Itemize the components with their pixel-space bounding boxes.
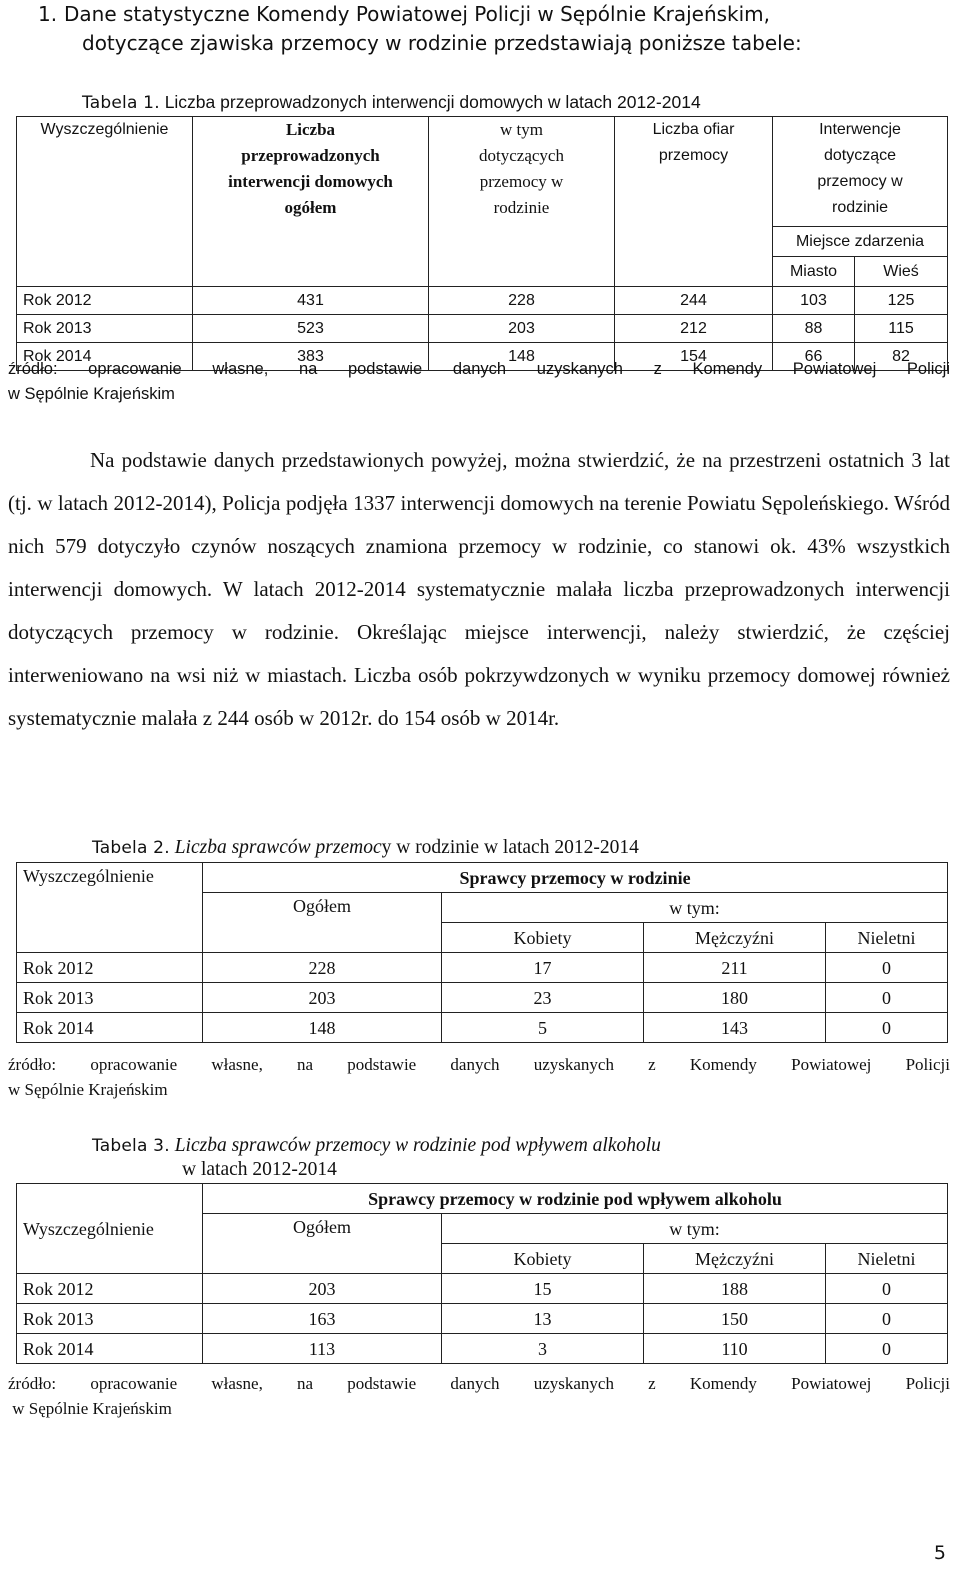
t2-header-women: Kobiety [442, 923, 644, 953]
table3-source-line-2: w Sępólnie Krajeńskim [8, 1399, 172, 1418]
t1-cell-city: 88 [773, 315, 855, 343]
t2-header-total: Ogółem [203, 893, 442, 953]
table2-source-line-2: w Sępólnie Krajeńskim [8, 1080, 168, 1099]
t1-cell-total: 383 [193, 343, 429, 371]
t3-header-men: Mężczyźni [644, 1244, 826, 1274]
t1-cell-violence: 228 [429, 287, 615, 315]
t3-cell-total: 113 [203, 1334, 442, 1364]
t2-header-specification: Wyszczególnienie [17, 863, 203, 953]
table2-caption-rest: y w rodzinie w latach 2012-2014 [381, 837, 639, 858]
t1-row-label: Rok 2012 [17, 287, 193, 315]
t1-header-domestic-violence: w tym dotyczących przemocy w rodzinie [429, 117, 615, 287]
t3-cell-women: 15 [442, 1274, 644, 1304]
t1-cell-victims: 244 [615, 287, 773, 315]
table1-caption-label: Tabela 1. [82, 93, 160, 113]
t1-header-village: Wieś [855, 257, 948, 287]
t1-cell-city: 103 [773, 287, 855, 315]
t1-cell-total: 431 [193, 287, 429, 315]
table1-caption [82, 90, 701, 115]
t1-header-city: Miasto [773, 257, 855, 287]
section-heading [20, 0, 950, 58]
table3-source [8, 1371, 950, 1421]
t1-header-place: Miejsce zdarzenia [773, 227, 948, 257]
table2-caption [92, 836, 639, 860]
t1-header-victims: Liczba ofiar przemocy [615, 117, 773, 287]
t1-cell-village: 82 [855, 343, 948, 371]
t1-cell-village: 125 [855, 287, 948, 315]
t2-cell-minors: 0 [826, 983, 948, 1013]
t3-header-specification: Wyszczególnienie [17, 1184, 203, 1274]
t3-header-total: Ogółem [203, 1214, 442, 1274]
t3-row-label: Rok 2014 [17, 1334, 203, 1364]
t3-cell-men: 188 [644, 1274, 826, 1304]
table-row [17, 287, 948, 315]
t1-cell-victims: 154 [615, 343, 773, 371]
t1-cell-city: 66 [773, 343, 855, 371]
table3-caption-line-2: w latach 2012-2014 [182, 1159, 337, 1180]
table2-source [8, 1052, 950, 1102]
table2-source-line-1: źródło: opracowanie własne, na podstawie danych uzyskanych z Komendy Powiatowej Policji [8, 1055, 950, 1074]
table3-caption-label: Tabela 3. [92, 1136, 170, 1156]
t2-cell-minors: 0 [826, 1013, 948, 1043]
t1-row-label: Rok 2013 [17, 315, 193, 343]
table-row [17, 315, 948, 343]
page-number: 5 [933, 1542, 946, 1564]
t3-cell-minors: 0 [826, 1334, 948, 1364]
heading-number: 1. [38, 2, 58, 26]
heading-line-2: dotyczące zjawiska przemocy w rodzinie przedstawiają poniższe tabele: [82, 31, 802, 55]
t1-cell-total: 523 [193, 315, 429, 343]
table2-caption-italic: Liczba sprawców przemoc [174, 837, 382, 858]
t2-cell-men: 180 [644, 983, 826, 1013]
table-row [17, 1334, 948, 1364]
table3-caption-italic: Liczba sprawców przemocy w rodzinie pod wpływem alkoholu [174, 1135, 661, 1156]
t3-header-of-which: w tym: [442, 1214, 948, 1244]
t2-cell-total: 228 [203, 953, 442, 983]
t2-cell-women: 5 [442, 1013, 644, 1043]
t2-cell-men: 143 [644, 1013, 826, 1043]
t2-cell-women: 17 [442, 953, 644, 983]
heading-line-1: Dane statystyczne Komendy Powiatowej Policji w Sępólnie Krajeńskim, [64, 2, 771, 26]
t2-cell-total: 203 [203, 983, 442, 1013]
table1-source-line-1: źródło: opracowanie własne, na podstawie danych uzyskanych z Komendy Powiatowej Policji [8, 360, 950, 378]
t1-cell-violence: 148 [429, 343, 615, 371]
t3-cell-total: 203 [203, 1274, 442, 1304]
table3-caption [92, 1134, 661, 1158]
table1-caption-text: Liczba przeprowadzonych interwencji domowych w latach 2012-2014 [164, 92, 701, 112]
table-row [17, 1274, 948, 1304]
t1-header-total-interventions: Liczba przeprowadzonych interwencji domowych ogółem [193, 117, 429, 287]
t3-row-label: Rok 2012 [17, 1274, 203, 1304]
summary-paragraph-text: Na podstawie danych przedstawionych powyżej, można stwierdzić, że na przestrzeni ostatnich 3 lat (tj. w latach 2012-2014), Policja podjęła 1337 interwencji domowych na terenie Powiatu Sępoleńskiego. Wśród nich 579 dotyczyło czynów noszących znamiona przemocy w rodzinie, co stanowi ok. 43% wszystkich interwencji domowych. W latach 2012-2014 systematycznie malała liczba przeprowadzonych interwencji dotyczących przemocy w rodzinie. Określając miejsce interwencji, należy stwierdzić, że częściej interweniowano na wsi niż w miastach. Liczba osób pokrzywdzonych w wyniku przemocy domowej również systematycznie malała z 244 osób w 2012r. do 154 osób w 2014r. [8, 448, 950, 730]
t2-header-men: Mężczyźni [644, 923, 826, 953]
t3-cell-men: 150 [644, 1304, 826, 1334]
t3-cell-minors: 0 [826, 1274, 948, 1304]
t3-cell-men: 110 [644, 1334, 826, 1364]
table1-source-line-2: w Sępólnie Krajeńskim [8, 385, 175, 403]
t2-cell-total: 148 [203, 1013, 442, 1043]
t3-cell-women: 3 [442, 1334, 644, 1364]
table-row [17, 983, 948, 1013]
t2-header-group: Sprawcy przemocy w rodzinie [203, 863, 948, 893]
table3-source-line-1: źródło: opracowanie własne, na podstawie danych uzyskanych z Komendy Powiatowej Policji [8, 1374, 950, 1393]
t2-header-minors: Nieletni [826, 923, 948, 953]
table1-source [8, 357, 950, 407]
t3-header-women: Kobiety [442, 1244, 644, 1274]
table-row [17, 1304, 948, 1334]
t3-cell-women: 13 [442, 1304, 644, 1334]
t2-row-label: Rok 2013 [17, 983, 203, 1013]
t1-header-specification: Wyszczególnienie [17, 117, 193, 287]
t3-row-label: Rok 2013 [17, 1304, 203, 1334]
table-row [17, 953, 948, 983]
t2-cell-women: 23 [442, 983, 644, 1013]
t3-header-group: Sprawcy przemocy w rodzinie pod wpływem alkoholu [203, 1184, 948, 1214]
t1-cell-village: 115 [855, 315, 948, 343]
summary-paragraph [8, 439, 950, 740]
table2 [16, 862, 948, 1043]
t1-row-label: Rok 2014 [17, 343, 193, 371]
table-row [17, 1013, 948, 1043]
t1-header-violence-interventions: Interwencje dotyczące przemocy w rodzinie [773, 117, 948, 227]
t2-header-of-which: w tym: [442, 893, 948, 923]
t2-row-label: Rok 2012 [17, 953, 203, 983]
t1-cell-victims: 212 [615, 315, 773, 343]
table2-caption-label: Tabela 2. [92, 838, 170, 858]
t2-row-label: Rok 2014 [17, 1013, 203, 1043]
t3-cell-total: 163 [203, 1304, 442, 1334]
table3 [16, 1183, 948, 1364]
t3-cell-minors: 0 [826, 1304, 948, 1334]
table1 [16, 116, 948, 371]
t3-header-minors: Nieletni [826, 1244, 948, 1274]
t2-cell-minors: 0 [826, 953, 948, 983]
t2-cell-men: 211 [644, 953, 826, 983]
t1-cell-violence: 203 [429, 315, 615, 343]
